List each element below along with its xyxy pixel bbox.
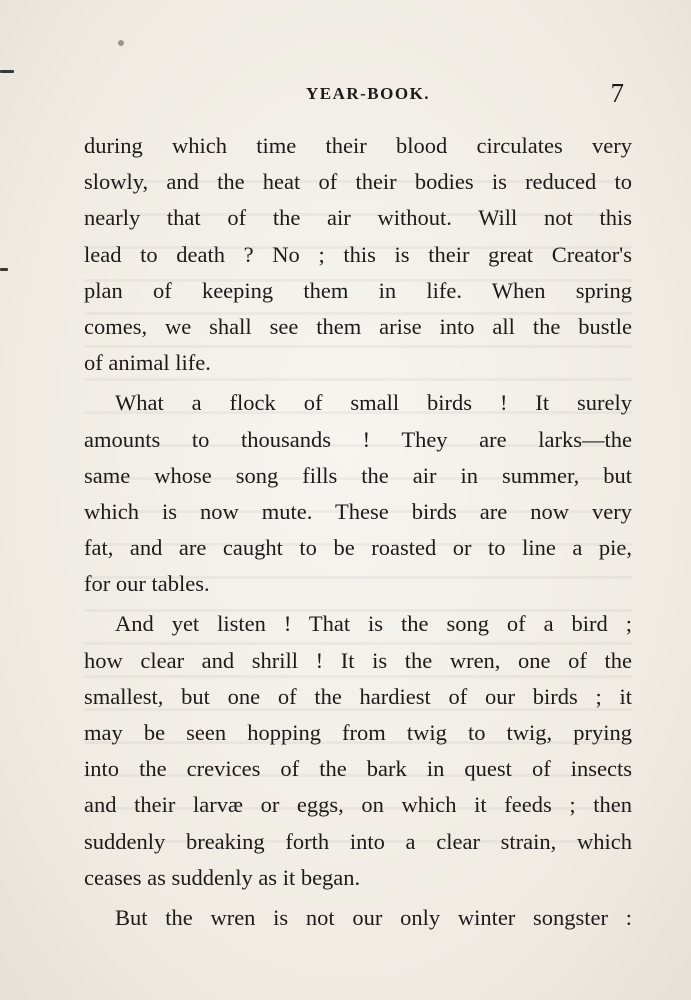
text-line: same whose song fills the air in summer, but: [84, 462, 632, 488]
text-line: comes, we shall see them arise into all the bustle: [84, 313, 632, 339]
text-line: of animal life.: [84, 350, 211, 376]
text-line: and their larvæ or eggs, on which it feeds ; then: [84, 792, 632, 818]
page-number: 7: [610, 78, 624, 108]
text-line: ceases as suddenly as it began.: [84, 864, 361, 890]
paper-speck: [118, 40, 124, 46]
text-line: slowly, and the heat of their bodies is reduced to: [84, 169, 632, 195]
text-line: amounts to thousands ! They are larks—the: [84, 426, 632, 452]
running-head: YEAR-BOOK.: [305, 84, 431, 103]
body-text: [84, 128, 632, 936]
text-line: how clear and shrill ! It is the wren, one of the: [84, 647, 632, 673]
text-line: And yet listen ! That is the song of a bird ;: [115, 611, 632, 637]
text-line: during which time their blood circulates very: [84, 133, 632, 158]
paragraph: [84, 128, 632, 381]
page-header: [84, 80, 632, 114]
text-line: into the crevices of the bark in quest of insects: [84, 756, 632, 782]
text-line: What a flock of small birds ! It surely: [115, 390, 632, 416]
paragraph: [84, 900, 632, 936]
binding-edge-mark: [0, 70, 14, 73]
text-line: may be seen hopping from twig to twig, prying: [84, 720, 632, 745]
text-line: lead to death ? No ; this is their great Creator's: [84, 241, 632, 267]
paragraph: [84, 385, 632, 602]
text-line: smallest, but one of the hardiest of our birds ; it: [84, 683, 632, 709]
text-line: which is now mute. These birds are now very: [84, 498, 632, 524]
text-line: fat, and are caught to be roasted or to line a pie,: [84, 535, 632, 561]
text-line: But the wren is not our only winter songster :: [115, 904, 632, 930]
text-line: plan of keeping them in life. When spring: [84, 277, 632, 303]
paragraph: [84, 606, 632, 896]
text-line: for our tables.: [84, 571, 210, 597]
text-line: suddenly breaking forth into a clear strain, which: [84, 828, 632, 854]
text-line: nearly that of the air without. Will not this: [84, 205, 632, 231]
binding-edge-mark: [0, 268, 8, 271]
